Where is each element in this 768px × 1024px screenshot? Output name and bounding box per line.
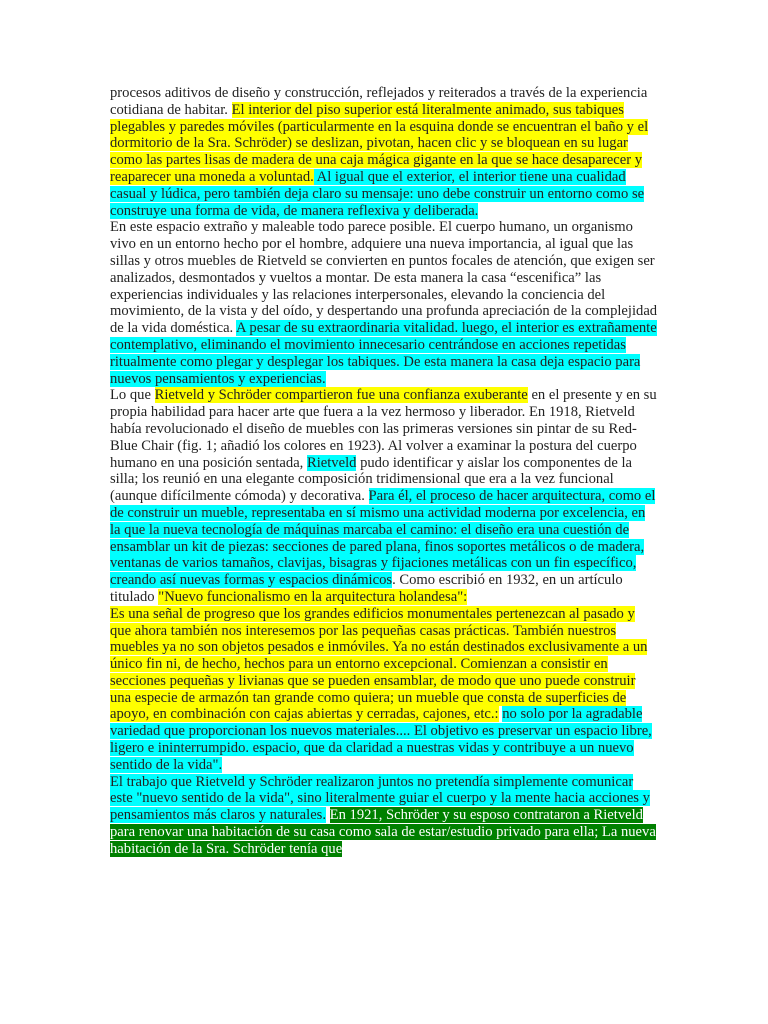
text-segment: pudo identificar y aislar los componentes de la silla; los reunió en una elegante composición tridimensional que era a la vez funcional (aunque difícilmente cómoda) y decorativa. — [110, 454, 633, 505]
highlight-yellow: Rietveld y Schröder compartieron fue una confianza exuberante — [154, 387, 528, 404]
highlight-cyan: Para él, el proceso de hacer arquitectura, como el de construir un mueble, representaba en sí mismo una actividad moderna por excelencia, en la que la nueva tecnología de máquinas marcaba el camino: el diseño era una cuestión de ensamblar un kit de piezas: secciones de pared plana, finos soportes metálicos o de madera, ventanas de varios tamaños, clavijas, bisagras y fijaciones metálicas con un fin específico, creando así nuevas formas y espacios dinámicos — [110, 488, 656, 589]
highlight-yellow: El interior del piso superior está literalmente animado, sus tabiques plegables y paredes móviles (particularmente en la esquina donde se encuentran el baño y el dormitorio de la Sra. Schröder) se deslizan, pivotan, hacen clic y se bloquean en su lugar como las partes lisas de madera de una caja mágica gigante en la que se hace desaparecer y reaparecer una moneda a voluntad. — [110, 101, 649, 185]
text-segment: . Como escribió en 1932, en un artículo titulado — [110, 572, 623, 605]
text-segment: Lo que — [110, 387, 155, 404]
paragraph-1 — [110, 85, 658, 219]
paragraph-2 — [110, 219, 658, 387]
paragraph-4-quote — [110, 606, 658, 774]
document-body — [110, 85, 658, 858]
paragraph-3 — [110, 387, 658, 605]
highlight-green: En 1921, Schröder y su esposo contrataron a Rietveld para renovar una habitación de su casa como sala de estar/estudio privado para ella; La nueva habitación de la Sra. Schröder tenía que — [110, 807, 656, 857]
highlight-yellow: "Nuevo funcionalismo en la arquitectura holandesa": — [158, 588, 468, 605]
highlight-cyan: El trabajo que Rietveld y Schröder realizaron juntos no pretendía simplemente comunicar este "nuevo sentido de la vida", sino literalmente guiar el cuerpo y la mente hacia acciones y pensamientos más claros y naturales. — [110, 773, 650, 824]
highlight-cyan: Al igual que el exterior, el interior tiene una cualidad casual y lúdica, pero también deja claro su mensaje: uno debe construir un entorno como se construye una forma de vida, de manera reflexiva y deliberada. — [110, 168, 645, 219]
paragraph-5 — [110, 774, 658, 858]
highlight-cyan: A pesar de su extraordinaria vitalidad. luego, el interior es extrañamente contemplativo, eliminando el movimiento innecesario centrándose en acciones repetidas ritualmente como plegar y desplegar los tabiques. De esta manera la casa deja espacio para nuevos pensamientos y experiencias. — [110, 320, 657, 387]
highlight-yellow: Es una señal de progreso que los grandes edificios monumentales pertenezcan al pasado y que ahora también nos interesemos por las pequeñas casas prácticas. También nuestros muebles ya no son objetos pesados e inmóviles. Ya no están destinados exclusivamente a un único fin ni, de hecho, hechos para un entorno excepcional. Comienzan a consistir en secciones pequeñas y livianas que se pueden ensamblar, de modo que uno puede construir una especie de armazón tan grande como quiera; un mueble que consta de superficies de apoyo, en combinación con cajas abiertas y cerradas, cajones, etc.: — [110, 605, 648, 723]
text-segment: En este espacio extraño y maleable todo parece posible. El cuerpo humano, un organismo vivo en un entorno hecho por el hombre, adquiere una nueva importancia, al igual que las sillas y otros muebles de Rietveld se convierten en puntos focales de atención, que exigen ser analizados, desmontados y vueltos a montar. De esta manera la casa “escenifica” las experiencias individuales y las relaciones interpersonales, elevando la conciencia del movimiento, de la vista y del oído, y despertando una profunda apreciación de la complejidad de la vida doméstica. — [110, 219, 658, 337]
highlight-cyan: no solo por la agradable variedad que proporcionan los nuevos materiales.... El objetivo es preservar un espacio libre, ligero e ininterrumpido. espacio, que da claridad a nuestras vidas y contribuye a un nuevo sentido de la vida". — [110, 706, 652, 773]
text-segment: en el presente y en su propia habilidad para hacer arte que fuera a la vez hermoso y liberador. En 1918, Rietveld había revolucionado el diseño de muebles con las primeras versiones sin pintar de su Red-Blue Chair (fig. 1; añadió los colores en 1923). Al volver a examinar la postura del cuerpo humano en una posición sentada, — [110, 387, 657, 471]
text-segment: procesos aditivos de diseño y construcción, reflejados y reiterados a través de la experiencia cotidiana de habitar. — [110, 85, 648, 118]
highlight-cyan: Rietveld — [306, 454, 357, 471]
